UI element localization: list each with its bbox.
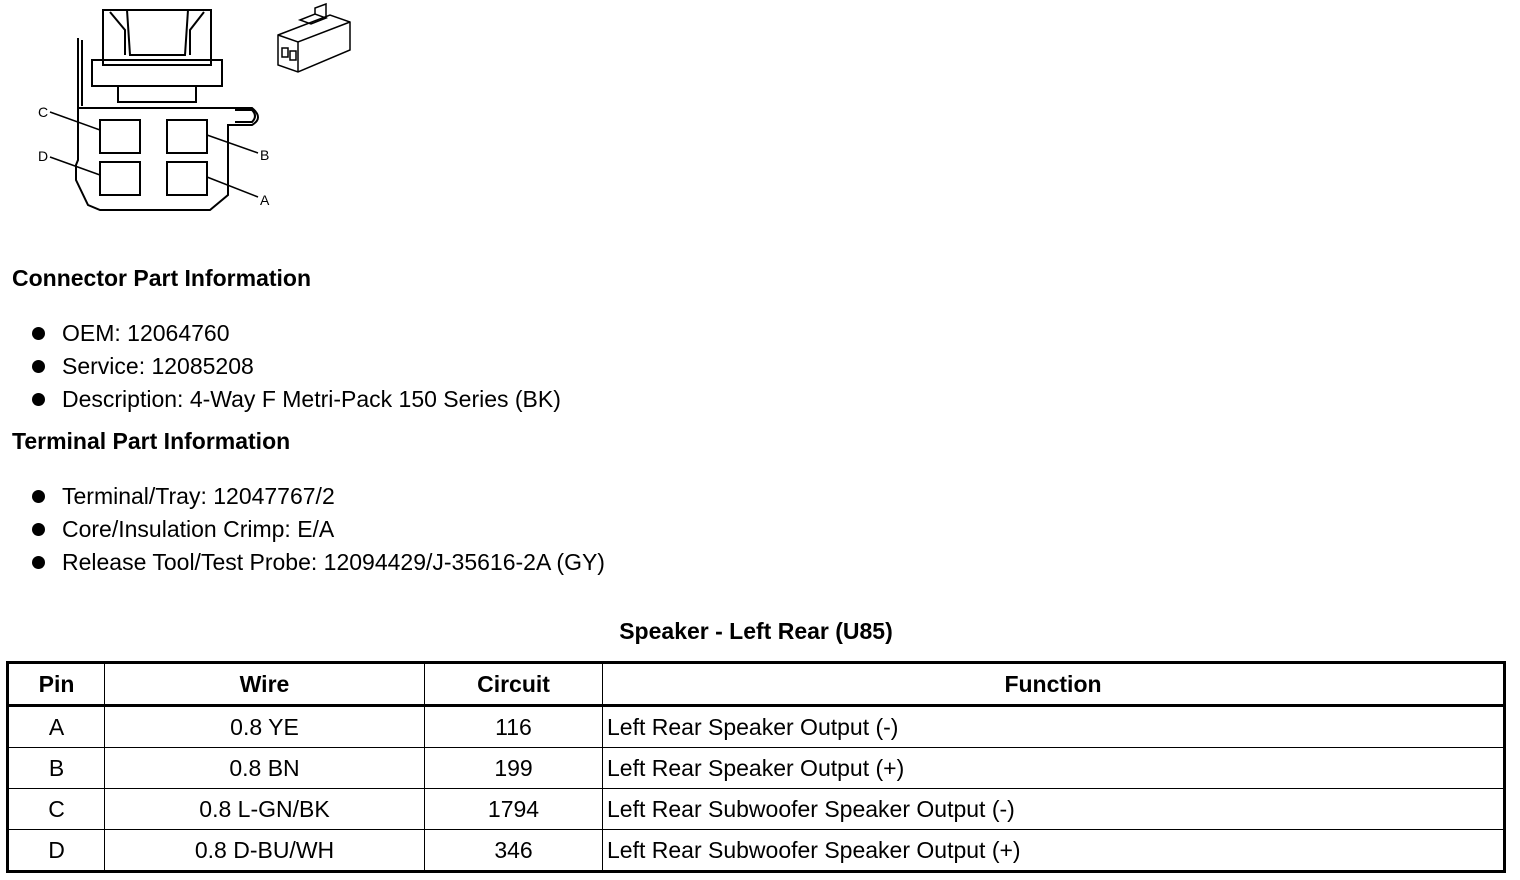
pinout-table: [6, 661, 1506, 873]
table-title: Speaker - Left Rear (U85): [619, 618, 893, 644]
list-item-text: Description: 4-Way F Metri-Pack 150 Series (BK): [62, 386, 561, 412]
cell-pin: C: [8, 789, 105, 830]
cell-circuit: 199: [425, 748, 603, 789]
cell-wire: 0.8 L-GN/BK: [105, 789, 425, 830]
table-row: [8, 748, 1505, 789]
list-item: [30, 513, 605, 546]
column-header-wire: Wire: [105, 663, 425, 706]
cavity-d: [100, 162, 140, 195]
list-item: [30, 383, 561, 416]
cell-wire: 0.8 YE: [105, 706, 425, 748]
list-item-text: OEM: 12064760: [62, 320, 230, 346]
cell-function: Left Rear Subwoofer Speaker Output (-): [603, 789, 1505, 830]
cavity-b: [167, 120, 207, 153]
pin-label-c: C: [38, 104, 49, 120]
list-item: [30, 480, 605, 513]
pin-label-b: B: [260, 147, 270, 163]
cell-function: Left Rear Subwoofer Speaker Output (+): [603, 830, 1505, 872]
pin-label-d: D: [38, 148, 49, 164]
cell-circuit: 346: [425, 830, 603, 872]
cell-function: Left Rear Speaker Output (-): [603, 706, 1505, 748]
list-item-text: Terminal/Tray: 12047767/2: [62, 483, 335, 509]
list-item-text: Release Tool/Test Probe: 12094429/J-35616-2A (GY): [62, 549, 605, 575]
cell-wire: 0.8 D-BU/WH: [105, 830, 425, 872]
bullet-icon: [32, 393, 45, 406]
cell-wire: 0.8 BN: [105, 748, 425, 789]
pin-label-a: A: [260, 192, 270, 208]
cell-pin: A: [8, 706, 105, 748]
bullet-icon: [32, 360, 45, 373]
cavity-c: [100, 120, 140, 153]
column-header-pin: Pin: [8, 663, 105, 706]
list-item-text: Service: 12085208: [62, 353, 254, 379]
bullet-icon: [32, 327, 45, 340]
bullet-icon: [32, 490, 45, 503]
terminal-info-list: [30, 480, 605, 579]
connector-info-heading: Connector Part Information: [12, 265, 312, 291]
column-header-circuit: Circuit: [425, 663, 603, 706]
cell-circuit: 1794: [425, 789, 603, 830]
list-item: [30, 350, 561, 383]
bullet-icon: [32, 523, 45, 536]
connector-face-diagram: [30, 0, 380, 220]
cell-circuit: 116: [425, 706, 603, 748]
connector-info-list: [30, 317, 561, 416]
list-item-text: Core/Insulation Crimp: E/A: [62, 516, 335, 542]
list-item: [30, 317, 561, 350]
cell-function: Left Rear Speaker Output (+): [603, 748, 1505, 789]
cell-pin: D: [8, 830, 105, 872]
table-header-row: [8, 663, 1505, 706]
table-row: [8, 706, 1505, 748]
column-header-function: Function: [603, 663, 1505, 706]
terminal-info-heading: Terminal Part Information: [12, 428, 291, 454]
bullet-icon: [32, 556, 45, 569]
cell-pin: B: [8, 748, 105, 789]
table-row: [8, 830, 1505, 872]
table-row: [8, 789, 1505, 830]
cavity-a: [167, 162, 207, 195]
list-item: [30, 546, 605, 579]
